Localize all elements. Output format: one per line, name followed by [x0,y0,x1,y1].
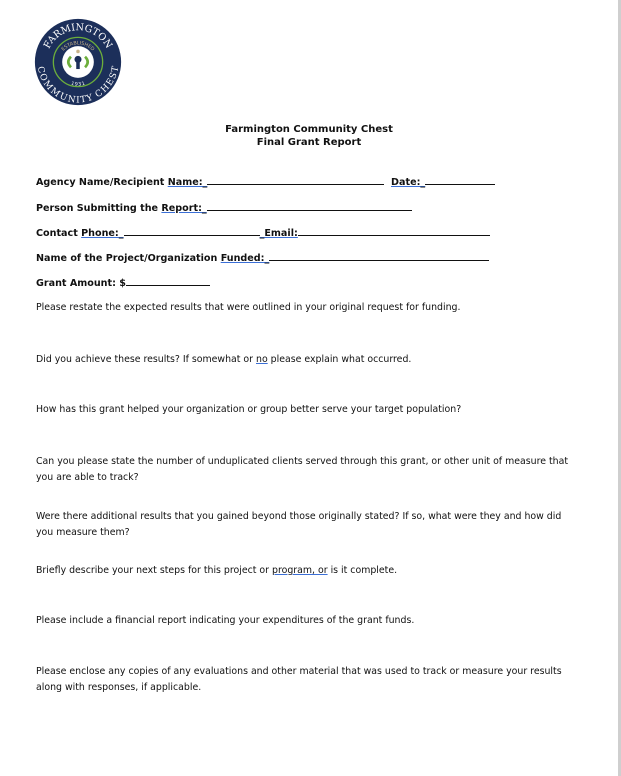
project-label: Name of the Project/Organization [36,253,221,264]
question-target-population: How has this grant helped your organization or group better serve your target population? [36,404,462,415]
contact-field[interactable] [36,226,490,240]
report-label: Report:_ [161,203,207,214]
question-next-steps [36,563,576,579]
name-label: Name:_ [167,177,208,188]
question-achieve-results [36,352,576,368]
question-unduplicated-clients: Can you please state the number of unduplicated clients served through this grant, or other unit of measure that you are able to track? [36,456,568,483]
q6-text: Briefly describe your next steps for this project or [36,565,273,576]
q2-text-end: please explain what occurred. [267,354,412,365]
question-additional-results: Were there additional results that you gained beyond those originally stated? If so, what were they and how did you measure them? [36,511,562,538]
date-label: Date:_ [391,177,426,188]
agency-label: Agency Name/Recipient [36,177,168,188]
question-financial-report: Please include a financial report indicating your expenditures of the grant funds. [36,615,415,626]
svg-text:ESTABLISHED: ESTABLISHED [61,41,95,53]
funded-label: Funded:_ [220,253,270,264]
q6-program: program, or [272,565,328,576]
q2-no: no [256,354,268,365]
svg-text:FARMINGTON: FARMINGTON [41,22,115,51]
org-title: Farmington Community Chest [225,124,393,135]
person-label: Person Submitting the [36,203,162,214]
question-evaluations: Please enclose any copies of any evaluations and other material that was used to track or measure your results along with responses, if applicable. [36,666,562,693]
phone-label: Phone:_ [81,228,124,239]
svg-text:1931: 1931 [70,81,86,88]
agency-name-field[interactable] [36,175,495,189]
farmington-community-chest-logo [34,18,122,106]
grant-amount-field[interactable] [36,276,210,290]
q6-text-end: is it complete. [327,565,398,576]
project-funded-field[interactable] [36,251,489,265]
q2-text: Did you achieve these results? If somewhat or [36,354,256,365]
person-submitting-field[interactable] [36,201,412,215]
grant-label: Grant Amount: $ [36,278,126,289]
report-title: Final Grant Report [256,137,362,148]
email-label: _Email: [259,228,298,239]
question-expected-results: Please restate the expected results that were outlined in your original request for funding. [36,302,461,313]
contact-label: Contact [36,228,82,239]
svg-text:COMMUNITY CHEST: COMMUNITY CHEST [34,65,122,106]
